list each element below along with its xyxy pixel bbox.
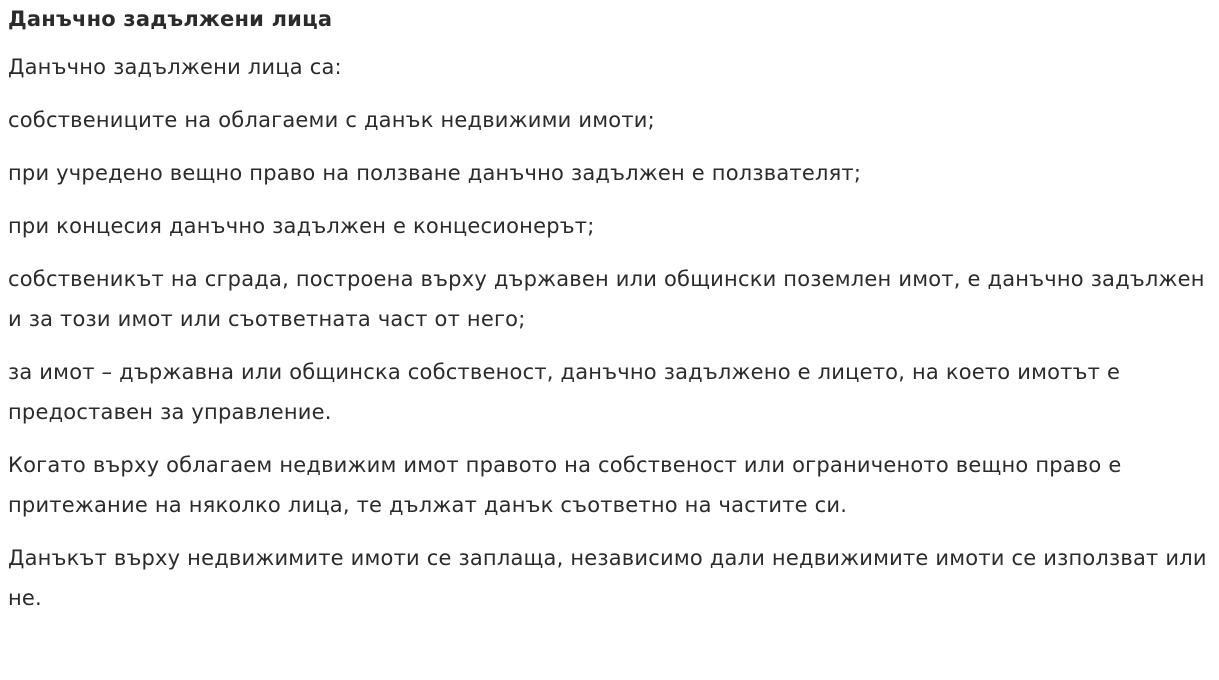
list-item-owners: собствениците на облагаеми с данък недвижими имоти; (8, 108, 655, 132)
list-item-building-owner: собственикът на сграда, построена върху държавен или общински поземлен имот, е данъчно задължен и за този имот или съответната част от него; (8, 267, 1205, 331)
co-ownership-paragraph: Когато върху облагаем недвижим имот правото на собственост или ограниченото вещно право е притежание на няколко лица, те дължат данък съответно на частите си. (8, 453, 1122, 517)
list-item-state-property: за имот – държавна или общинска собственост, данъчно задължено е лицето, на което имотът е предоставен за управление. (8, 360, 1121, 424)
intro-paragraph: Данъчно задължени лица са: (8, 55, 342, 79)
section-heading: Данъчно задължени лица (8, 7, 333, 31)
list-item-concession: при концесия данъчно задължен е концесионерът; (8, 214, 595, 238)
list-item-usufruct: при учредено вещно право на ползване данъчно задължен е ползвателят; (8, 161, 862, 185)
payment-paragraph: Данъкът върху недвижимите имоти се заплаща, независимо дали недвижимите имоти се използват или не. (8, 546, 1207, 610)
